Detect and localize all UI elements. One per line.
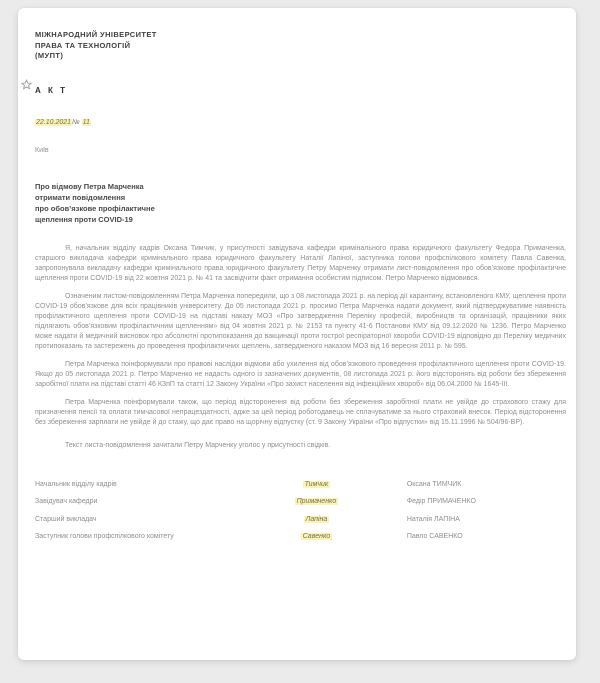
signature-row	[35, 480, 566, 490]
signature-row	[35, 515, 566, 525]
doc-number: 11	[82, 118, 90, 126]
doc-date-row	[35, 119, 566, 126]
signature-handwritten	[258, 480, 375, 490]
organization-name-line: (МУПТ)	[35, 51, 64, 60]
organization-name-line: МІЖНАРОДНИЙ УНІВЕРСИТЕТ	[35, 30, 157, 39]
doc-subject	[35, 181, 566, 225]
signature-handwritten-text: Примаченко	[296, 498, 337, 505]
signature-handwritten	[258, 515, 375, 525]
signature-handwritten-text: Лапіна	[305, 515, 328, 523]
organization-name	[35, 30, 566, 62]
doc-date: 22.10.2021	[36, 118, 72, 126]
doc-subject-line: про обов’язкове профілактичне	[35, 203, 155, 213]
signature-handwritten-text: Савенко	[302, 533, 331, 540]
signature-handwritten	[258, 497, 375, 507]
signature-name: Павло САВЕНКО	[406, 533, 463, 540]
paragraph: Означеним листом-повідомленням Петра Марченка попередили, що з 08 листопада 2021 р. на період дії карантину, встановленого КМУ, щеплення проти COVID-19 обов’язкове для всіх працівників університету. До 05 листопада 2021 р. просимо Петра Марченка надати документ, який підтверджуватиме наявність профілактичного щеплення проти COVID-19 на підставі наказу МОЗ «Про затвердження Переліку професій, виробництв та організацій, працівники яких підлягають обов’язковим профілактичним щепленням» від 04 жовтня 2021 р. № 2153 та пункту 41-6 Постанови КМУ від 09.12.2020 № 1236. Петро Марченко може надати й медичний висновок про абсолютні протипоказання до вакцинації проти гострої респіраторної хвороби COVID-19 відповідно до Переліку медичних протипоказань та застережень до проведення профілактичних щеплень, затвердженого наказом МОЗ від 16 вересня 2011 р. № 595.	[35, 292, 567, 350]
doc-city: Київ	[35, 146, 49, 154]
signature-handwritten	[258, 532, 375, 542]
signature-name: Наталія ЛАПІНА	[406, 515, 460, 523]
signature-position: Старший викладач	[35, 515, 97, 523]
signature-table	[35, 480, 566, 543]
star-icon	[21, 79, 32, 90]
signature-position: Начальник відділу кадрів	[35, 480, 117, 488]
doc-subject-line: Про відмову Петра Марченка	[35, 181, 144, 191]
signature-handwritten-text: Тимчик	[304, 480, 329, 488]
paragraph: Петра Марченка поінформували також, що період відсторонення від роботи без збереження заробітної плати не увійде до страхового стажу для призначення пенсії та оплати тимчасової непрацездатності, адже за цей період роботодавець не сплачуватиме за нього страховий внесок. Період відсторонення без збереження зарплати не увійде й до стажу, що дає право на щорічну відпустку (ст. 9 Закону України «Про відпустки» від 15.11.1996 № 504/96-ВР).	[35, 398, 566, 426]
signature-position: Заступник голови профспілкового комітету	[35, 533, 174, 540]
doc-subject-line: щеплення проти COVID-19	[35, 214, 133, 224]
signature-position: Завідувач кафедри	[35, 498, 98, 505]
paragraph: Петра Марченка поінформували про правові наслідки відмови або ухилення від обов’язкового проведення профілактичного щеплення проти COVID-19. Якщо до 05 листопада 2021 р. Петро Марченко не надасть одного із зазначених документів, 08 листопада 2021 р. його відсторонять від роботи без збереження заробітної плати на підставі статті 46 КЗпП та статті 12 Закону України «Про захист населення від інфекційних хвороб» від 06.04.2000 № 1645-ІІІ.	[35, 360, 566, 388]
organization-name-line: ПРАВА ТА ТЕХНОЛОГІЙ	[35, 40, 131, 50]
signature-name: Федір ПРИМАЧЕНКО	[406, 498, 476, 505]
signature-name: Оксана ТИМЧИК	[406, 480, 462, 488]
paragraph: Я, начальник відділу кадрів Оксана Тимчик, у присутності завідувача кафедри кримінального права юридичного факультету Федора Примаченка, старшого викладача кафедри кримінального права юридичного факультету Наталії Лапіної, заступника голови профспілкового комітету Павла Савенка, запропонувала викладачу кафедри кримінального права юридичного факультету Петру Марченку отримати лист-повідомлення про обов’язкове профілактичне щеплення проти COVID-19 від 22 жовтня 2021 р. № 41 та засвідчити факт отримання особистим підписом. Петро Марченко відмовився.	[35, 244, 566, 282]
doc-body	[35, 244, 566, 451]
document-card	[18, 8, 576, 660]
doc-number-sign: №	[72, 118, 82, 126]
doc-type-title: А К Т	[35, 85, 68, 95]
paragraph: Текст листа-повідомлення зачитали Петру Марченку уголос у присутності свідків.	[65, 441, 331, 449]
signature-row	[35, 532, 566, 542]
signature-row	[35, 497, 566, 507]
doc-title-row	[35, 80, 566, 98]
doc-subject-line: отримати повідомлення	[35, 192, 126, 202]
